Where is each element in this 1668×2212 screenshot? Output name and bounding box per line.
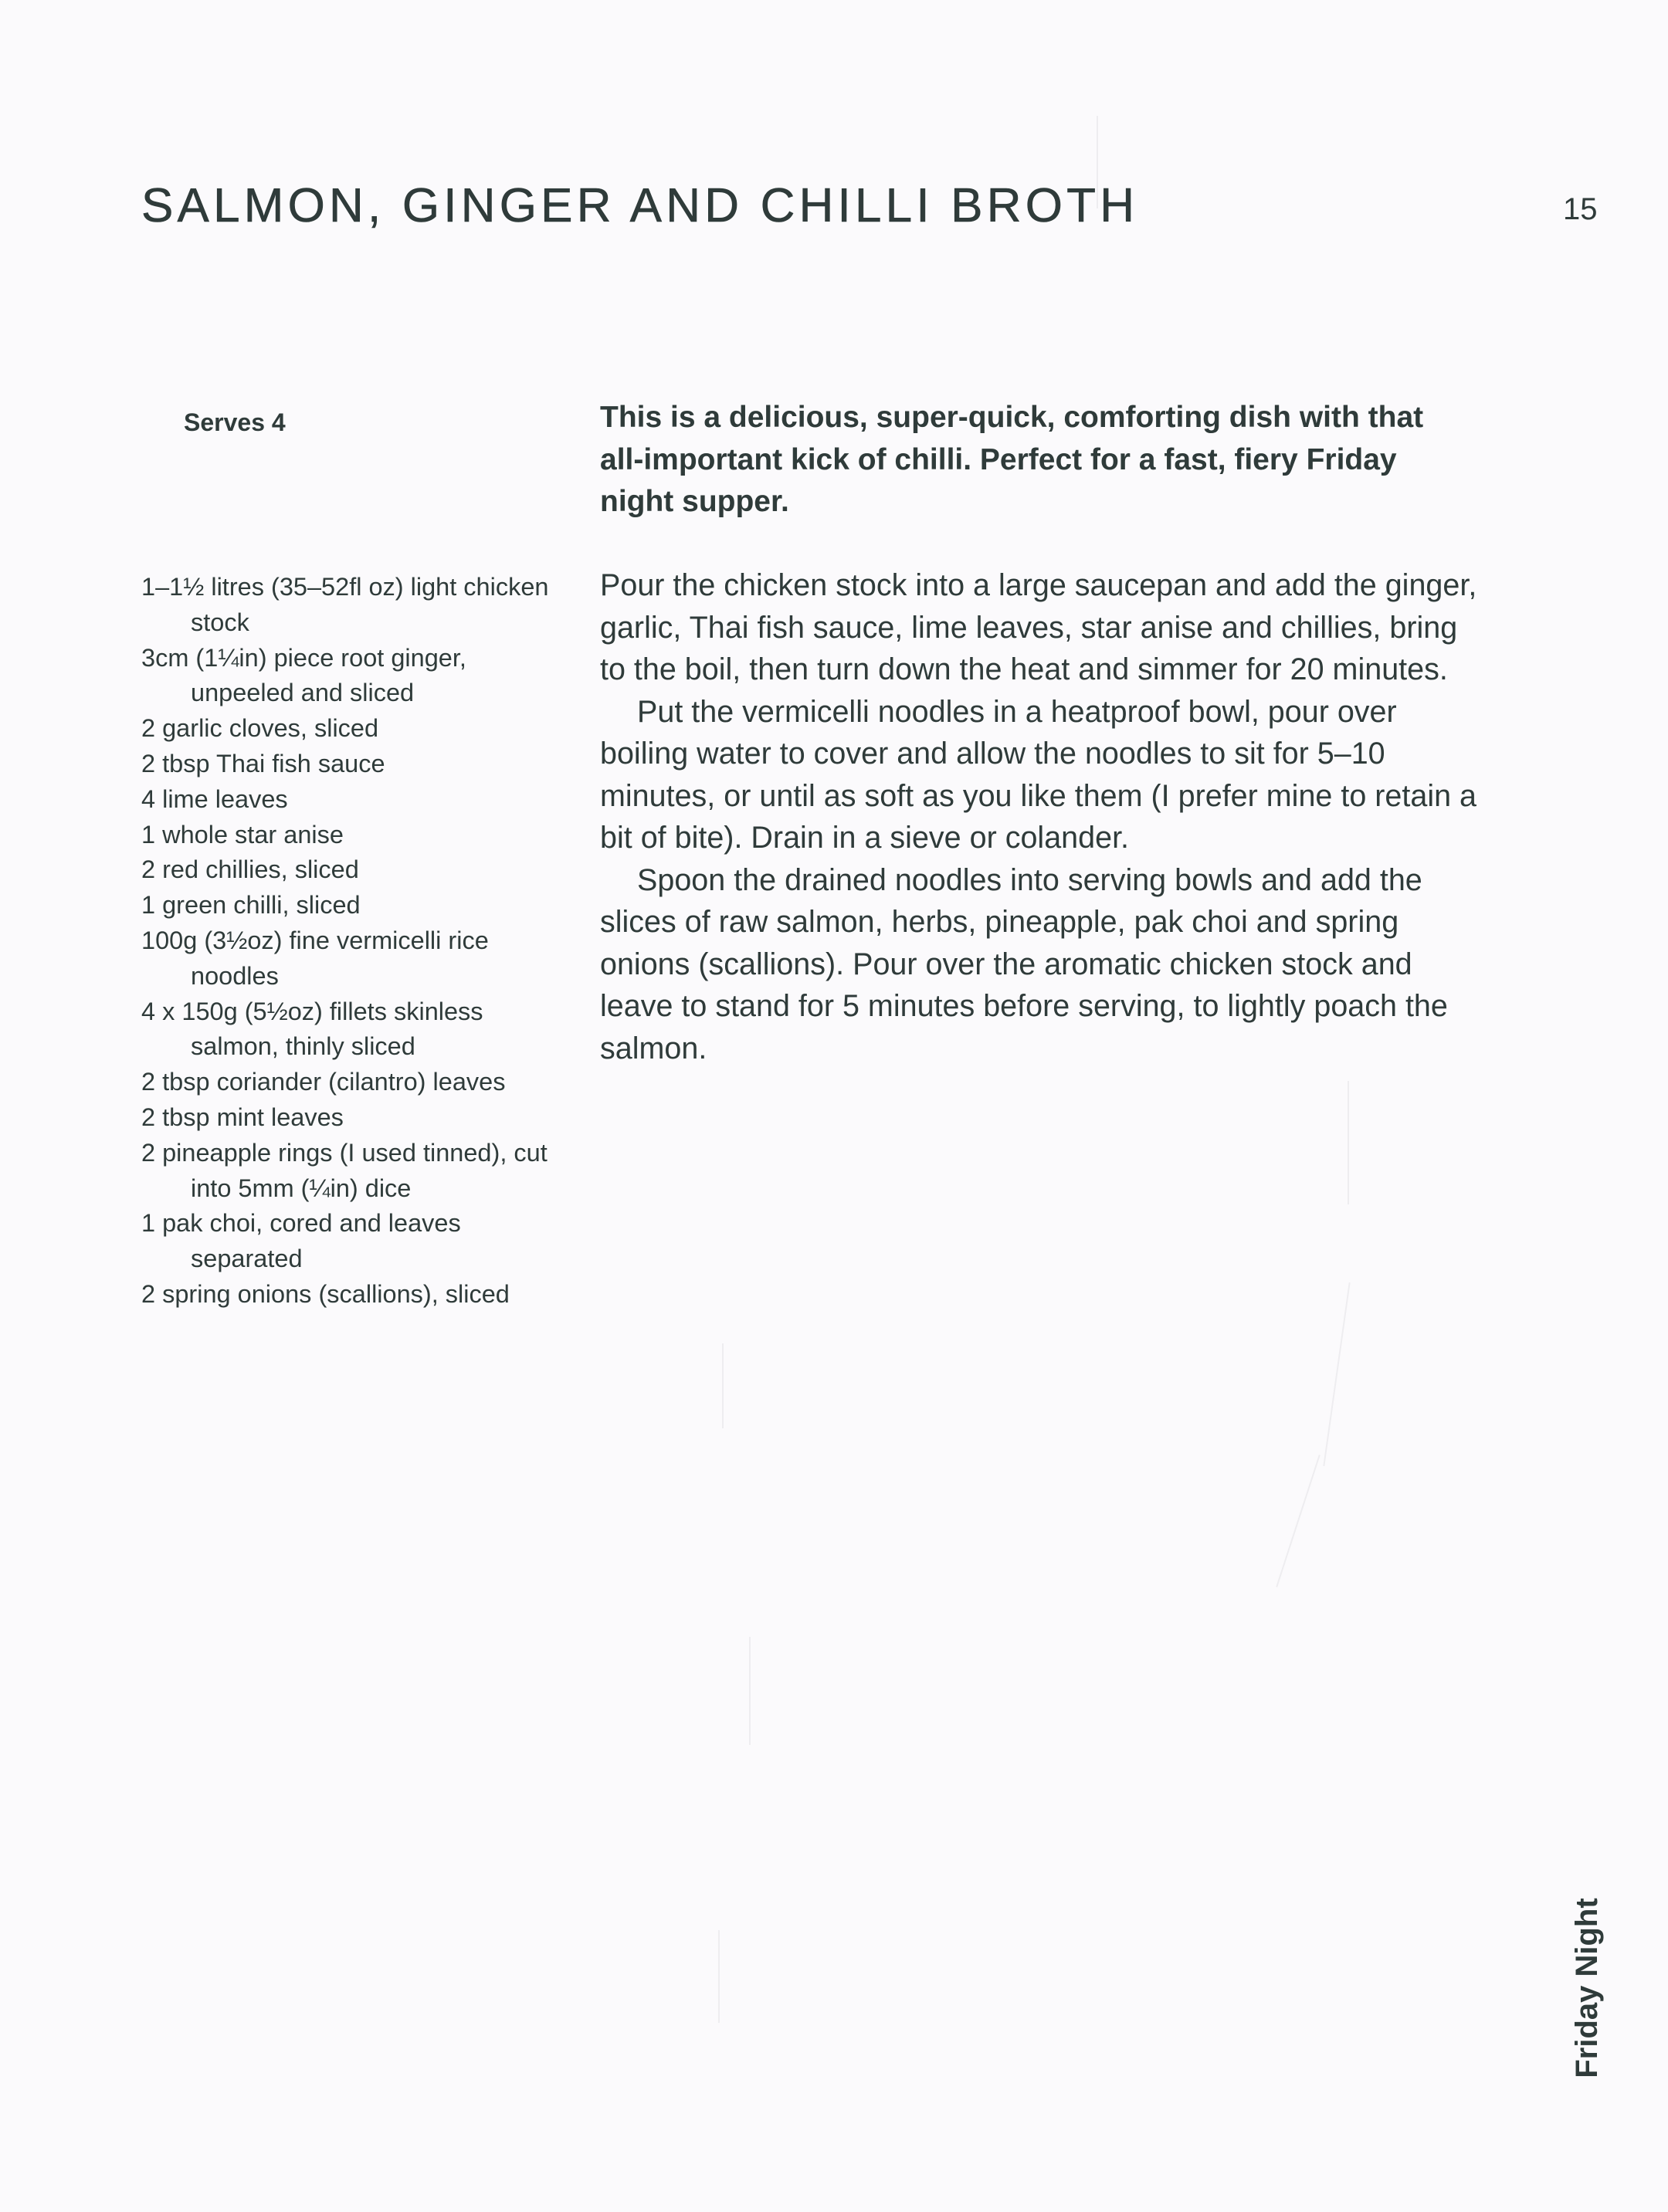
page-number: 15 [1563,192,1598,226]
ingredient-item: 100g (3½oz) fine vermicelli rice noodles [141,926,489,990]
method-step: Spoon the drained noodles into serving bowls and add the slices of raw salmon, herbs, pineapple, pak choi and spring onions (scallions). Pour over the aromatic chicken stock and leave to stand for 5 minutes before serving, to lightly poach the salmon. [600,862,1448,1065]
method-section [600,564,1480,1069]
ingredient-item: 2 spring onions (scallions), sliced [141,1279,510,1308]
ingredient-item: 3cm (1¼in) piece root ginger, unpeeled and sliced [141,643,466,707]
recipe-title: SALMON, GINGER AND CHILLI BROTH [141,179,1139,232]
ingredient-item: 2 tbsp mint leaves [141,1103,344,1131]
ingredient-item: 1 pak choi, cored and leaves separated [141,1209,461,1273]
scan-streak [1323,1282,1350,1466]
method-step: Put the vermicelli noodles in a heatproof bowl, pour over boiling water to cover and allow the noodles to sit for 5–10 minutes, or until as soft as you like them (I prefer mine to retain a bit of bite). Drain in a sieve or colander. [600,694,1477,855]
scan-streak [1276,1455,1320,1587]
ingredient-item: 2 garlic cloves, sliced [141,714,379,743]
ingredient-item: 1 whole star anise [141,820,344,849]
ingredient-item: 2 pineapple rings (I used tinned), cut into 5mm (¼in) dice [141,1138,548,1202]
recipe-intro: This is a delicious, super-quick, comforting dish with that all-important kick of chilli. Perfect for a fast, fiery Friday night supper. [600,401,1424,518]
scan-streak [1348,1081,1349,1204]
ingredient-item: 4 lime leaves [141,784,288,813]
ingredient-item: 2 tbsp coriander (cilantro) leaves [141,1068,506,1096]
section-tab [1568,1895,1606,2081]
ingredient-item: 2 red chillies, sliced [141,855,359,884]
scan-streak [722,1343,724,1428]
scan-streak [749,1637,751,1745]
ingredient-item: 2 tbsp Thai fish sauce [141,749,385,777]
ingredient-item: 4 x 150g (5½oz) fillets skinless salmon, thinly sliced [141,997,483,1061]
ingredient-item: 1 green chilli, sliced [141,891,361,920]
section-tab-label: Friday Night [1570,1898,1604,2078]
ingredients-list [141,570,574,1313]
scan-streak [718,1930,720,2023]
serves-label: Serves 4 [184,408,286,436]
method-step: Pour the chicken stock into a large saucepan and add the ginger, garlic, Thai fish sauce, lime leaves, star anise and chillies, bring to the boil, then turn down the heat and simmer for 20 minutes. [600,568,1477,686]
ingredient-item: 1–1½ litres (35–52fl oz) light chicken stock [141,573,549,636]
